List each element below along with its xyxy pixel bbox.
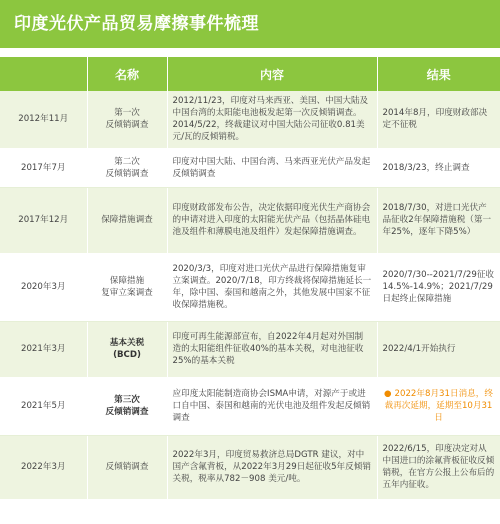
cell-name: 保障措施 复审立案调查 — [87, 253, 167, 321]
cell-content: 2022年3月，印度贸易救济总局DGTR 建议，对中国产含氟背板，从2022年3月29日起征收5年反倾销关税，税率从782－908 美元/吨。 — [167, 435, 377, 499]
table-row — [0, 321, 500, 377]
cell-content: 印度财政部发布公告，决定依据印度光伏生产商协会的申请对进入印度的太阳能光伏产品（包括晶体硅电池及组件和薄膜电池及组件）发起保障措施调查。 — [167, 187, 377, 253]
cell-content: 2012/11/23，印度对马来西亚、美国、中国大陆及中国台湾的太阳能电池板发起第一次反倾销调查。2014/5/22，终裁建议对中国大陆公司征收0.81美元/瓦的反倾销税。 — [167, 91, 377, 148]
table-row — [0, 377, 500, 435]
cell-content: 应印度太阳能制造商协会ISMA申请，对源产于或进口自中国、泰国和越南的光伏电池及组件发起反倾销调查 — [167, 377, 377, 435]
cell-result: 2022/6/15，印度决定对从中国进口的涂氟背板征收反倾销税，在官方公报上公布后的五年内征收。 — [377, 435, 500, 499]
header-content: 内容 — [167, 57, 377, 91]
table-header-row — [0, 57, 500, 91]
header-name: 名称 — [87, 57, 167, 91]
cell-date: 2020年3月 — [0, 253, 87, 321]
cell-date: 2017年7月 — [0, 148, 87, 187]
cell-name: 第二次 反倾销调查 — [87, 148, 167, 187]
cell-content: 印度可再生能源部宣布，自2022年4月起对外国制造的太阳能组件征收40%的基本关税，对电池征收25%的基本关税 — [167, 321, 377, 377]
page-title: 印度光伏产品贸易摩擦事件梳理 — [0, 0, 500, 48]
cell-name: 反倾销调查 — [87, 435, 167, 499]
cell-name: 保障措施调查 — [87, 187, 167, 253]
cell-result: 2018/3/23，终止调查 — [377, 148, 500, 187]
header-date — [0, 57, 87, 91]
cell-name: 第一次 反倾销调查 — [87, 91, 167, 148]
cell-result: 2022/4/1开始执行 — [377, 321, 500, 377]
cell-result: 2018/7/30，对进口光伏产品征收2年保障措施税（第一年25%，逐年下降5%） — [377, 187, 500, 253]
cell-result — [377, 377, 500, 435]
cell-content: 印度对中国大陆、中国台湾、马来西亚光伏产品发起反倾销调查 — [167, 148, 377, 187]
cell-date: 2012年11月 — [0, 91, 87, 148]
cell-name: 基本关税 (BCD) — [87, 321, 167, 377]
cell-date: 2021年5月 — [0, 377, 87, 435]
cell-content: 2020/3/3，印度对进口光伏产品进行保障措施复审立案调查。2020/7/18，印方终裁将保障措施延长一年，除中国、泰国和越南之外，其他发展中国家不征收保障措施税。 — [167, 253, 377, 321]
table-row — [0, 253, 500, 321]
cell-name: 第三次 反倾销调查 — [87, 377, 167, 435]
table-row — [0, 435, 500, 499]
table-row — [0, 148, 500, 187]
table-row — [0, 187, 500, 253]
cell-date: 2021年3月 — [0, 321, 87, 377]
cell-date: 2017年12月 — [0, 187, 87, 253]
events-table — [0, 57, 500, 500]
cell-result: 2014年8月，印度财政部决定不征税 — [377, 91, 500, 148]
cell-result-text: 2022年8月31日消息，终裁再次延期，延期至10月31日 — [384, 389, 493, 423]
header-result: 结果 — [377, 57, 500, 91]
cell-date: 2022年3月 — [0, 435, 87, 499]
table-row — [0, 91, 500, 148]
highlight-dot-icon: ● — [384, 389, 392, 399]
cell-result: 2020/7/30--2021/7/29征收14.5%-14.9%；2021/7/29日起终止保障措施 — [377, 253, 500, 321]
